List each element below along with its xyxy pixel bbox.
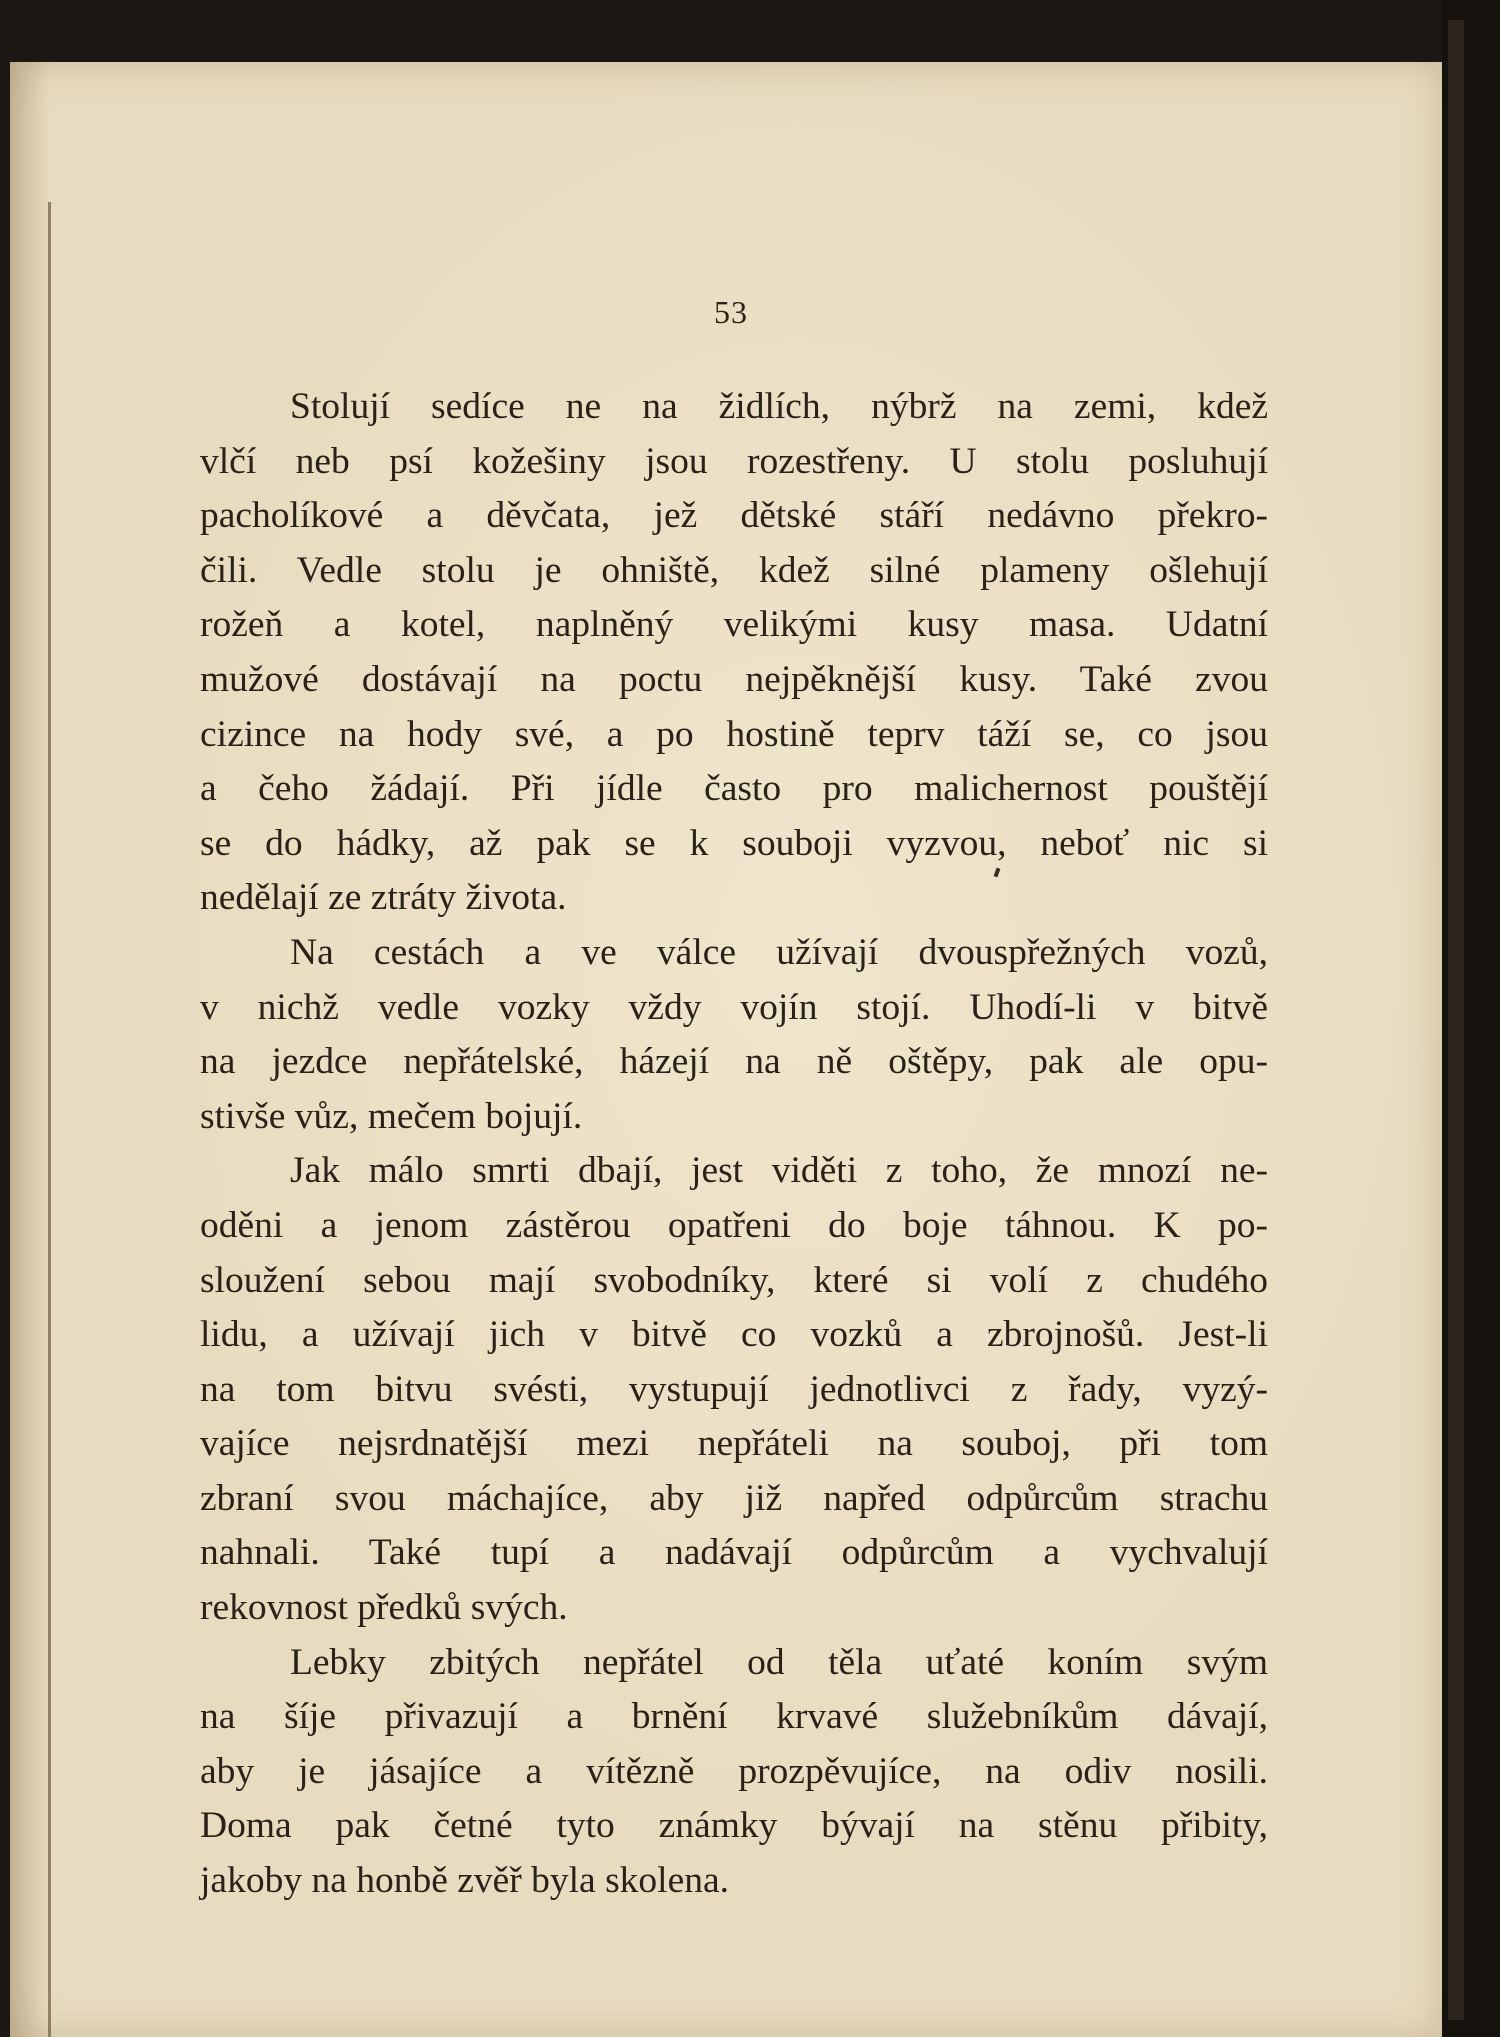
body-text (200, 380, 1268, 1909)
text-line: vlčí neb psí kožešiny jsou rozestřeny. U stolu posluhují (200, 440, 1268, 482)
text-line: na šíje přivazují a brnění krvavé služebníkům dávají, (200, 1696, 1268, 1738)
text-line: vajíce nejsrdnatější mezi nepřáteli na souboj, při tom (200, 1423, 1268, 1465)
text-line: stivše vůz, mečem bojují. (200, 1095, 583, 1137)
binding-strip (1448, 20, 1464, 2020)
text-line: se do hádky, až pak se k souboji vyzvou, neboť nic si (200, 822, 1268, 864)
text-line: rekovnost předků svých. (200, 1587, 568, 1629)
text-line: rožeň a kotel, naplněný velikými kusy masa. Udatní (200, 604, 1268, 646)
page-gutter-edge (48, 202, 51, 2037)
text-line: Lebky zbitých nepřátel od těla uťaté koním svým (290, 1641, 1268, 1683)
book-page (10, 62, 1442, 2037)
text-line: nedělají ze ztráty života. (200, 877, 567, 919)
text-line: cizince na hody své, a po hostině teprv táží se, co jsou (200, 713, 1268, 755)
text-line: v nichž vedle vozky vždy vojín stojí. Uhodí-li v bitvě (200, 986, 1268, 1028)
text-line: nahnali. Také tupí a nadávají odpůrcům a vychvalují (200, 1532, 1268, 1574)
text-line: aby je jásajíce a vítězně prozpěvujíce, na odiv nosili. (200, 1750, 1268, 1792)
text-line: lidu, a užívají jich v bitvě co vozků a zbrojnošů. Jest-li (200, 1314, 1268, 1356)
text-line: mužové dostávají na poctu nejpěknější kusy. Také zvou (200, 658, 1268, 700)
text-line: na tom bitvu svésti, vystupují jednotlivci z řady, vyzý- (200, 1368, 1268, 1410)
text-line: Doma pak četné tyto známky bývají na stěnu přibity, (200, 1805, 1268, 1847)
text-line: jakoby na honbě zvěř byla skolena. (200, 1860, 729, 1902)
text-line: Stolují sedíce ne na židlích, nýbrž na zemi, kdež (290, 386, 1268, 427)
text-line: čili. Vedle stolu je ohniště, kdež silné plameny ošlehují (200, 549, 1268, 591)
text-line: na jezdce nepřátelské, házejí na ně oštěpy, pak ale opu- (200, 1041, 1268, 1083)
text-line: pacholíkové a děvčata, jež dětské stáří nedávno překro- (200, 495, 1268, 537)
page-number: 53 (714, 294, 748, 330)
text-line: sloužení sebou mají svobodníky, které si volí z chudého (200, 1259, 1268, 1301)
text-line: oděni a jenom zástěrou opatřeni do boje táhnou. K po- (200, 1204, 1268, 1246)
text-line: Na cestách a ve válce užívají dvouspřežných vozů, (290, 931, 1268, 973)
text-line: Jak málo smrti dbají, jest viděti z toho, že mnozí ne- (290, 1150, 1268, 1192)
text-line: a čeho žádají. Při jídle často pro malichernost pouštějí (200, 768, 1268, 810)
text-line: zbraní svou máchajíce, aby již napřed odpůrcům strachu (200, 1477, 1268, 1519)
